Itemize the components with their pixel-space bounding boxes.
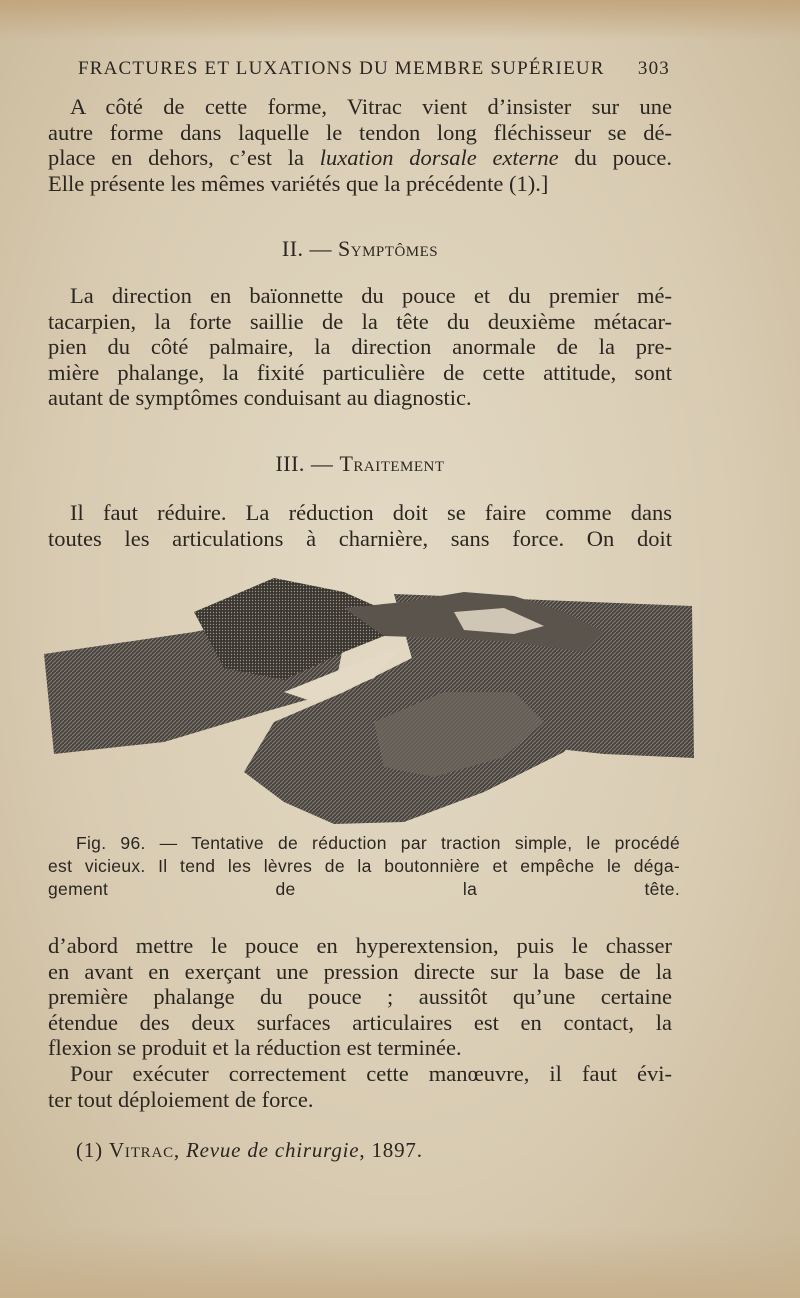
- paragraph-reduction: [48, 933, 672, 1061]
- text-line: Il faut réduire. La réduction doit se faire comme dans: [70, 500, 672, 525]
- paragraph-luxation-dorsale: [48, 94, 672, 196]
- text-line: pien du côté palmaire, la direction anormale de la pre-: [48, 334, 672, 359]
- text-line: étendue des deux surfaces articulaires est en contact, la: [48, 1009, 672, 1035]
- section-heading-symptomes: II. — Symptômes: [281, 236, 439, 261]
- text-line: ter tout déploiement de force.: [48, 1086, 314, 1112]
- running-title: FRACTURES ET LUXATIONS DU MEMBRE SUPÉRIEUR: [78, 58, 605, 79]
- section-heading-traitement: III. — Traitement: [275, 451, 445, 476]
- text-line: Elle présente les mêmes variétés que la précédente (1).]: [48, 170, 549, 196]
- text-line: toutes les articulations à charnière, sans force. On doit: [48, 525, 672, 551]
- text-line: d’abord mettre le pouce en hyperextension, puis le chasser: [48, 933, 672, 958]
- page-number: 303: [637, 58, 670, 79]
- paragraph-manoeuvre: [48, 1061, 672, 1112]
- text-line: mière phalange, la fixité particulière de cette attitude, sont: [48, 359, 672, 385]
- footnote-author: Vitrac: [108, 1138, 174, 1162]
- footnote-journal: Revue de chirurgie: [186, 1138, 360, 1162]
- figure-caption: [48, 832, 680, 901]
- text-line: première phalange du pouce ; aussitôt qu’une certaine: [48, 984, 672, 1009]
- caption-line: Fig. 96. — Tentative de réduction par traction simple, le procédé: [76, 833, 680, 853]
- text-line: flexion se produit et la réduction est terminée.: [48, 1035, 462, 1060]
- footnote: (1) Vitrac, Revue de chirurgie, 1897.: [76, 1138, 423, 1162]
- caption-line: est vicieux. Il tend les lèvres de la boutonnière et empêche le déga-: [48, 856, 680, 876]
- text-line: autant de symptômes conduisant au diagnostic.: [48, 385, 472, 410]
- figure-hands-illustration: [44, 572, 696, 832]
- text-line: en avant en exerçant une pression directe sur la base de la: [48, 958, 672, 984]
- paragraph-symptomes: [48, 283, 672, 411]
- paragraph-traitement: [48, 500, 672, 551]
- text-line: La direction en baïonnette du pouce et du premier mé-: [70, 283, 672, 308]
- hands-engraving: [44, 572, 696, 832]
- running-header: [78, 58, 670, 80]
- text-line: place en dehors, c’est la luxation dorsale externe du pouce.: [48, 145, 672, 170]
- text-line: tacarpien, la forte saillie de la tête du deuxième métacar-: [48, 308, 672, 334]
- italic-term: luxation dorsale externe: [319, 145, 559, 170]
- text-line: A côté de cette forme, Vitrac vient d’insister sur une: [70, 94, 672, 119]
- caption-line: gement de la tête.: [48, 879, 680, 899]
- text-line: autre forme dans laquelle le tendon long fléchisseur se dé-: [48, 119, 672, 145]
- text-line: Pour exécuter correctement cette manœuvre, il faut évi-: [70, 1061, 672, 1086]
